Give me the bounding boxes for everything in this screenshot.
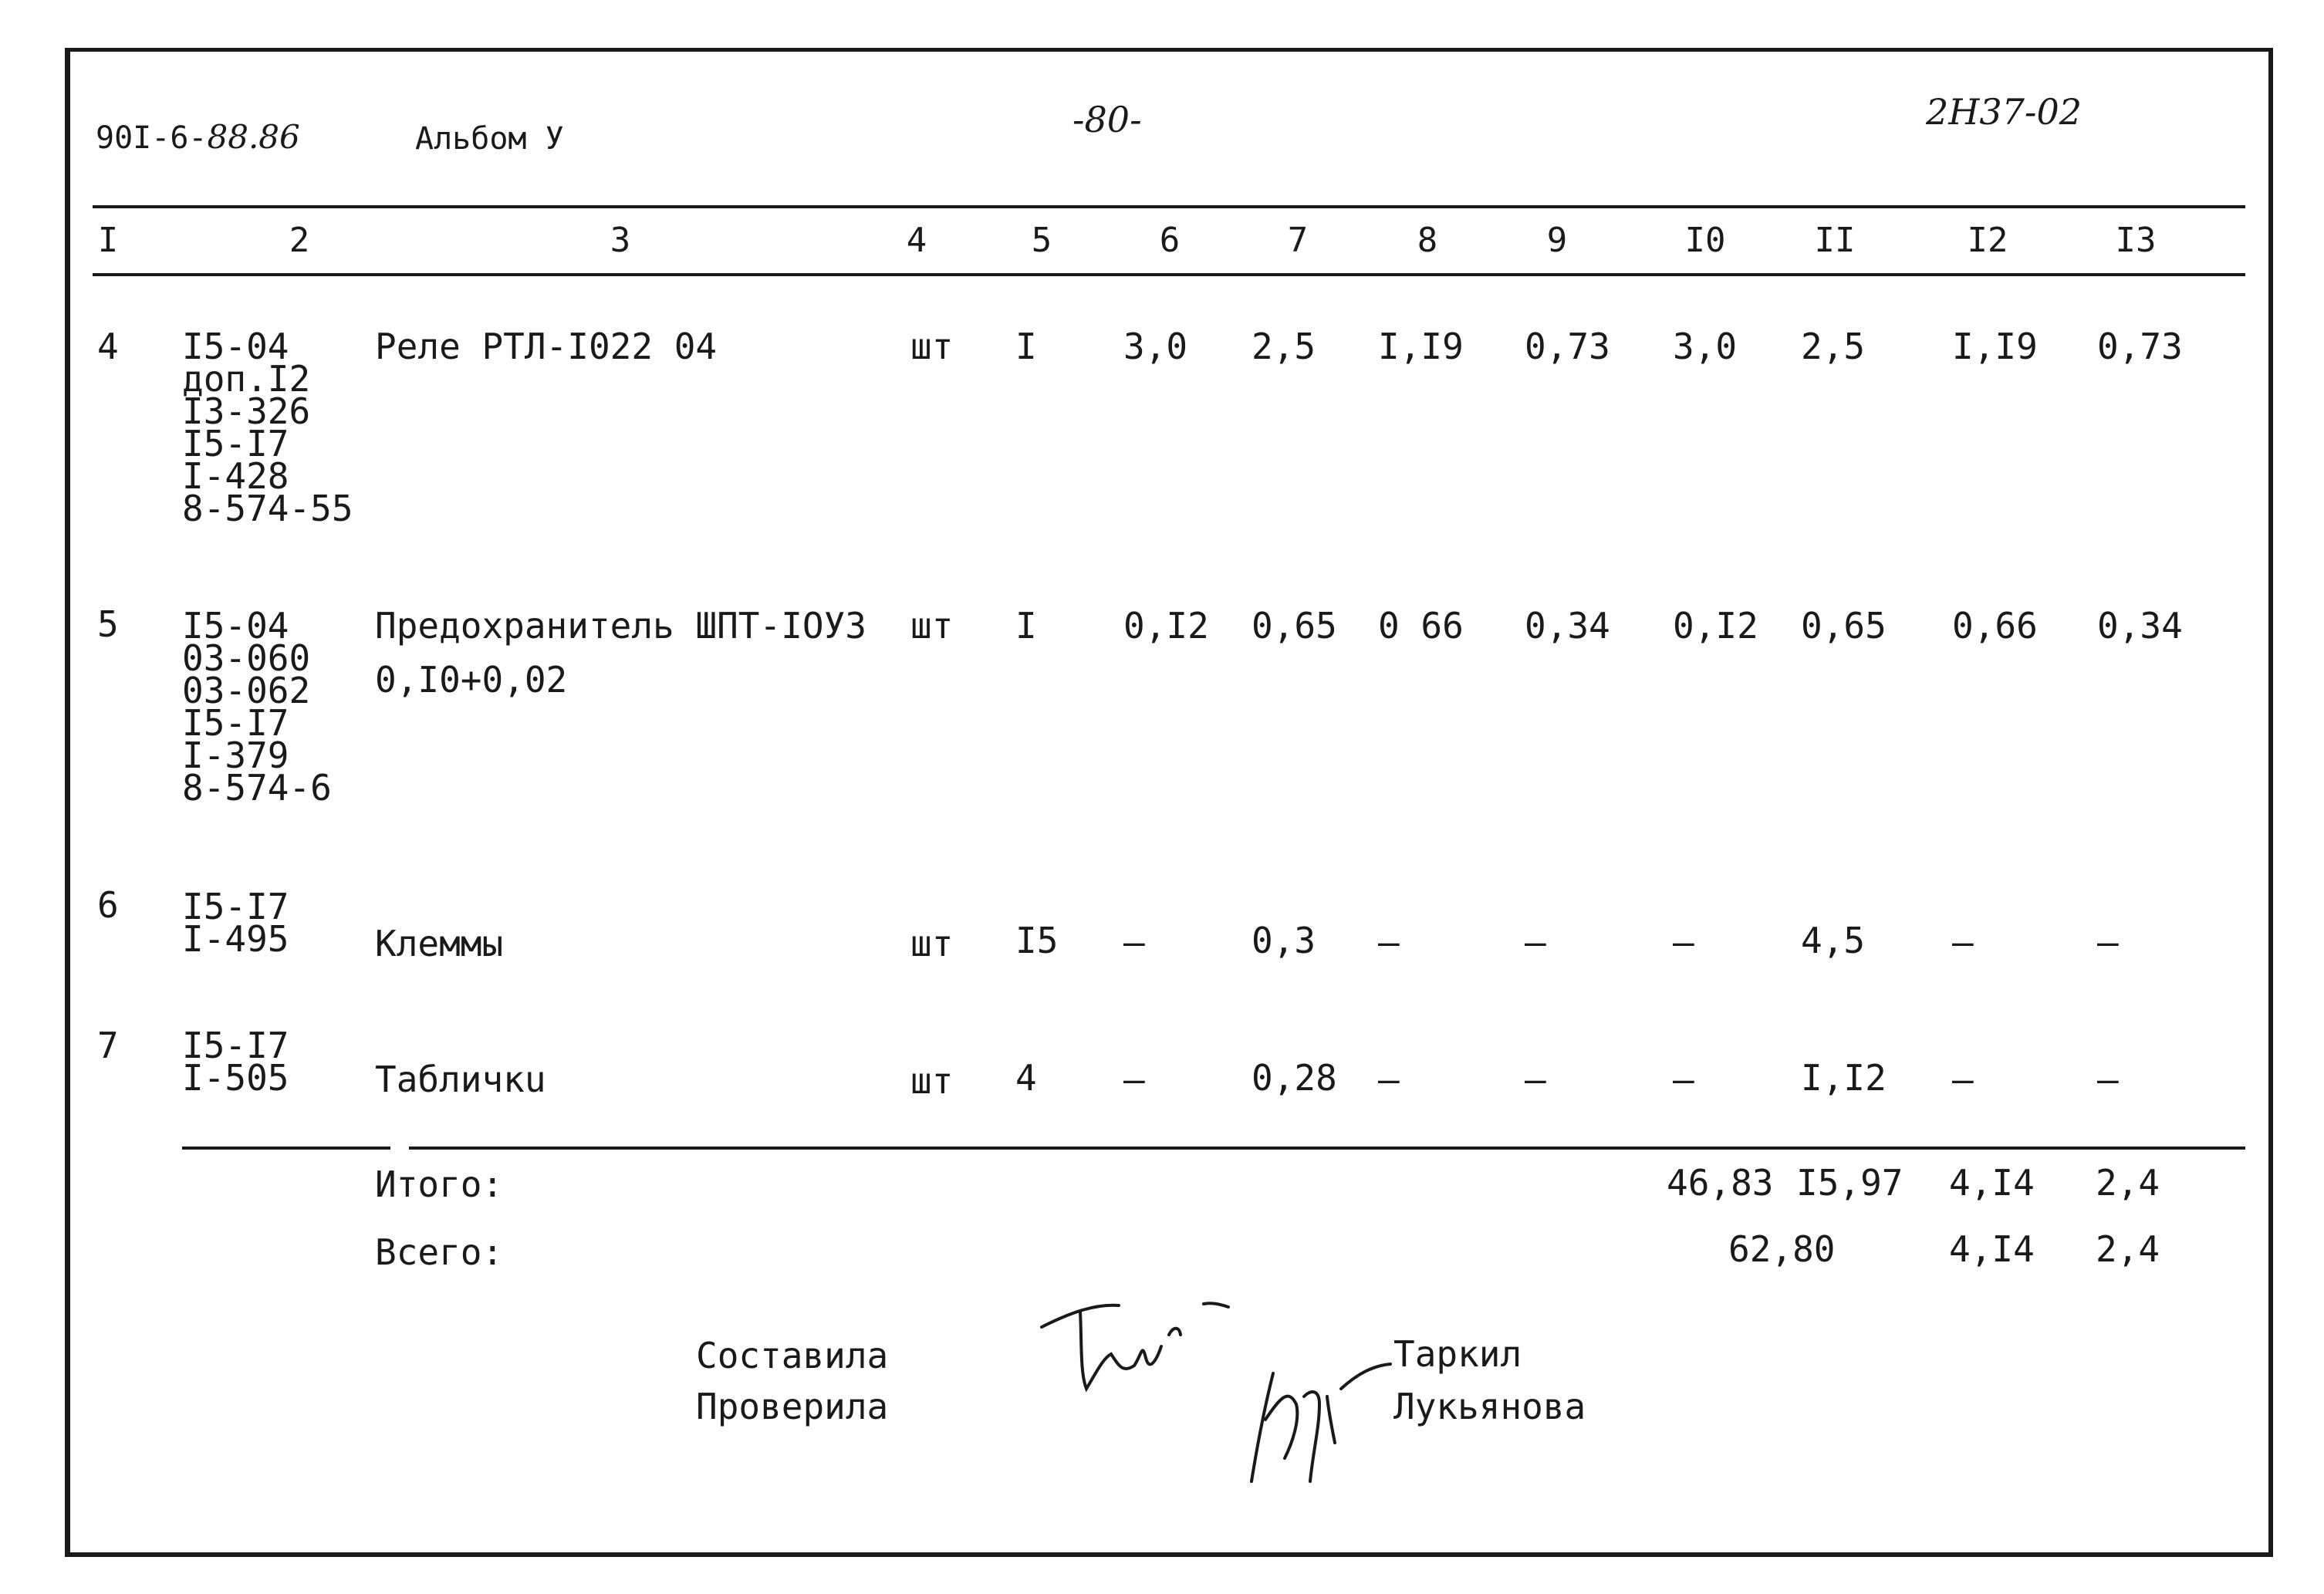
item-name: Реле РТЛ-I022 04 [375, 326, 718, 367]
vsego-col10-11: 62,80 [1728, 1228, 1836, 1270]
vsego-label: Всего: [375, 1231, 504, 1273]
column-number: I2 [1967, 221, 2008, 260]
value-col11: I,I2 [1801, 1057, 1887, 1099]
value-col13: – [2097, 1059, 2119, 1100]
value-col8: – [1378, 1059, 1400, 1100]
value-col12: – [1952, 921, 1974, 963]
item-name: Предохранитель ШПТ-IОУЗ [375, 605, 866, 647]
row-codes [182, 326, 353, 529]
column-number: I [97, 221, 119, 260]
value-col10: 3,0 [1673, 326, 1738, 367]
value-col10: – [1673, 921, 1694, 963]
value-col9: 0,73 [1525, 326, 1610, 367]
itogo-label: Итого: [375, 1163, 504, 1205]
unit: шт [910, 923, 954, 964]
header-bottom-rule [93, 273, 2245, 276]
code-line: доп.I2 [182, 358, 311, 400]
value-col10: 0,I2 [1673, 605, 1758, 647]
value-col8: I,I9 [1378, 326, 1464, 367]
code-line: I3-326 [182, 390, 311, 432]
top-rule [93, 205, 2245, 208]
column-number: II [1814, 221, 1856, 260]
inventory-number: 2H37-02 [1926, 91, 2082, 133]
code-line: I5-04 [182, 605, 289, 647]
value-col6: – [1123, 921, 1145, 963]
item-name: Клеммы [375, 923, 504, 964]
quantity: I [1015, 326, 1037, 367]
row-codes [182, 605, 332, 809]
value-col7: 0,28 [1252, 1057, 1337, 1099]
totals-rule [409, 1147, 2245, 1150]
code-line: I-428 [182, 455, 289, 497]
code-line: I-495 [182, 918, 289, 960]
value-col12: 0,66 [1952, 605, 2038, 647]
value-col7: 0,3 [1252, 920, 1316, 961]
code-line: I-379 [182, 735, 289, 776]
value-col13: – [2097, 921, 2119, 963]
handwritten-signature-compiled [1026, 1281, 1235, 1404]
value-col11: 0,65 [1801, 605, 1887, 647]
row-number: 5 [97, 603, 119, 645]
vsego-col12: 4,I4 [1949, 1228, 2035, 1270]
code-line: I5-I7 [182, 1025, 289, 1066]
unit: шт [910, 1060, 954, 1102]
quantity: 4 [1015, 1057, 1037, 1099]
column-number: 3 [610, 221, 631, 260]
code-line: 03-062 [182, 670, 311, 711]
unit: шт [910, 326, 954, 367]
row-number: 4 [97, 326, 119, 367]
column-number: 8 [1417, 221, 1438, 260]
item-name-spec: 0,I0+0,02 [375, 659, 568, 701]
album-label: Альбом У [415, 121, 564, 157]
value-col13: 0,73 [2097, 326, 2183, 367]
code-line: I5-I7 [182, 702, 289, 744]
column-number: 5 [1031, 221, 1052, 260]
row-number: 7 [97, 1025, 119, 1066]
value-col6: 3,0 [1123, 326, 1188, 367]
column-number: 7 [1287, 221, 1309, 260]
code-line: I5-04 [182, 326, 289, 367]
itogo-col11: I5,97 [1796, 1162, 1903, 1204]
value-col8: 0 66 [1378, 605, 1464, 647]
value-col9: – [1525, 921, 1546, 963]
itogo-col12: 4,I4 [1949, 1162, 2035, 1204]
code-line: I5-I7 [182, 886, 289, 927]
row-number: 6 [97, 884, 119, 926]
totals-rule [182, 1147, 390, 1150]
value-col13: 0,34 [2097, 605, 2183, 647]
code-line: I5-I7 [182, 423, 289, 464]
value-col12: I,I9 [1952, 326, 2038, 367]
column-number: 2 [289, 221, 310, 260]
item-name: Тaбличкu [375, 1059, 546, 1100]
handwritten-signature-checked [1211, 1342, 1397, 1497]
value-col9: 0,34 [1525, 605, 1610, 647]
value-col8: – [1378, 921, 1400, 963]
doc-code [96, 120, 300, 155]
compiled-label: Составила [696, 1335, 889, 1376]
value-col6: – [1123, 1059, 1145, 1100]
value-col7: 0,65 [1252, 605, 1337, 647]
column-number: 9 [1546, 221, 1568, 260]
page-number: -80- [1072, 99, 1142, 140]
unit: шт [910, 605, 954, 647]
quantity: I [1015, 605, 1037, 647]
value-col12: – [1952, 1059, 1974, 1100]
column-number: 6 [1159, 221, 1181, 260]
value-col11: 2,5 [1801, 326, 1866, 367]
doc-code-handwritten: 88.86 [207, 118, 300, 156]
row-codes [182, 1025, 289, 1099]
column-number: I3 [2115, 221, 2157, 260]
code-line: I-505 [182, 1057, 289, 1099]
value-col9: – [1525, 1059, 1546, 1100]
compiled-name: Таркил [1393, 1333, 1522, 1375]
doc-code-printed: 90I-6- [96, 120, 208, 156]
value-col7: 2,5 [1252, 326, 1316, 367]
checked-label: Проверила [696, 1386, 889, 1427]
code-line: 8-574-55 [182, 488, 353, 529]
column-number: I0 [1684, 221, 1726, 260]
code-line: 8-574-6 [182, 767, 332, 809]
value-col10: – [1673, 1059, 1694, 1100]
row-codes [182, 886, 289, 960]
column-number: 4 [906, 221, 927, 260]
checked-name: Лукьянова [1393, 1386, 1586, 1427]
value-col6: 0,I2 [1123, 605, 1209, 647]
quantity: I5 [1015, 920, 1059, 961]
value-col11: 4,5 [1801, 920, 1866, 961]
vsego-col13: 2,4 [2096, 1228, 2160, 1270]
itogo-col10: 46,83 [1667, 1162, 1774, 1204]
code-line: 03-060 [182, 637, 311, 679]
itogo-col13: 2,4 [2096, 1162, 2160, 1204]
